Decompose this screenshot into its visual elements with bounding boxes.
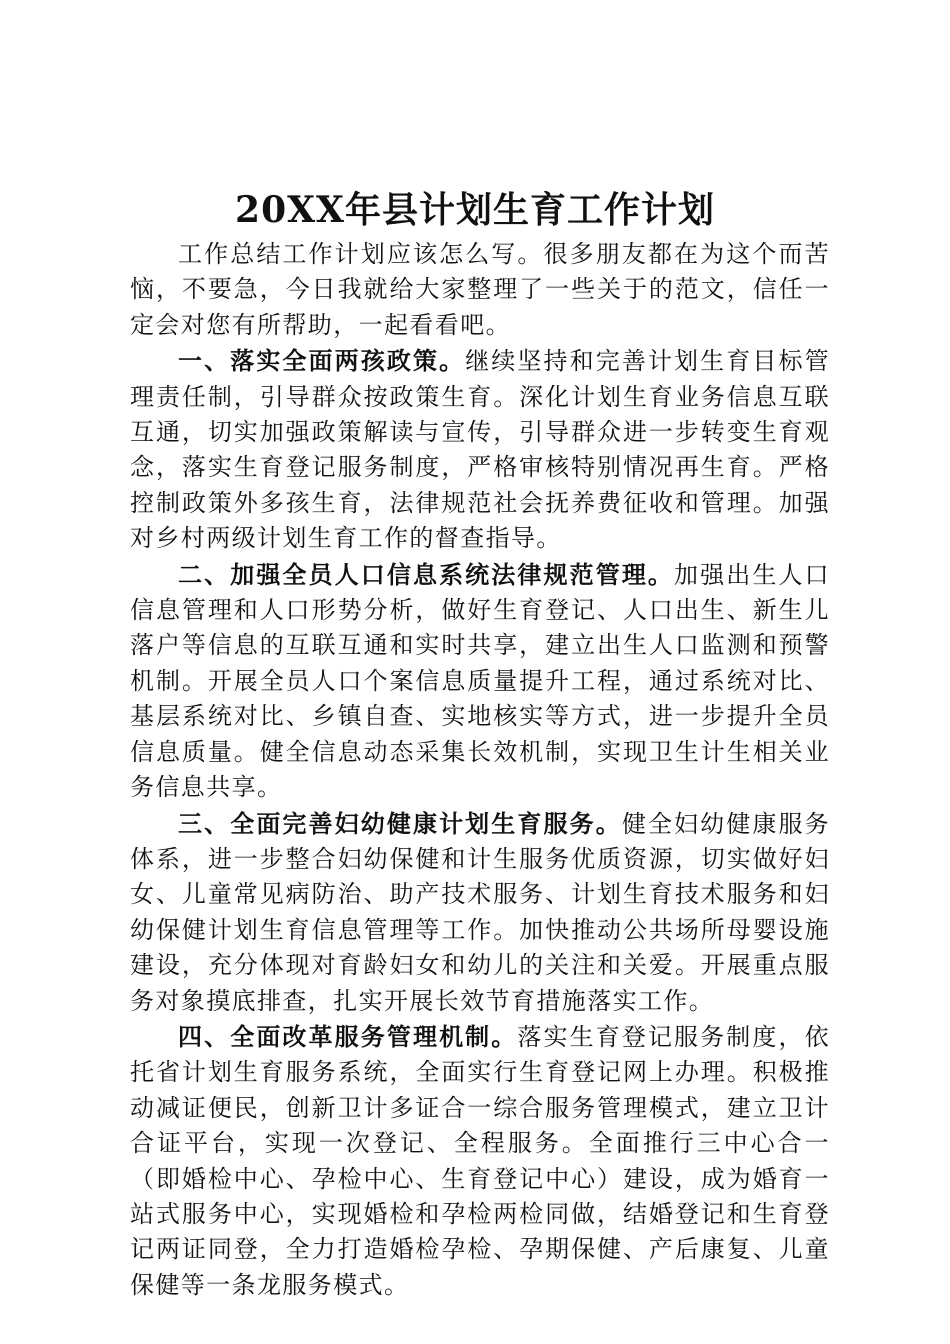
section-paragraph-3 xyxy=(130,806,830,1019)
section-heading-2: 二、加强全员人口信息系统法律规范管理。 xyxy=(178,559,675,589)
section-paragraph-2 xyxy=(130,557,830,806)
document-body xyxy=(130,236,830,1303)
section-text-3: 健全妇幼健康服务体系，进一步整合妇幼保健和计生服务优质资源，切实做好妇女、儿童常见病防治、助产技术服务、计划生育技术服务和妇幼保健计划生育信息管理等工作。加快推动公共场所母婴设施建设，充分体现对育龄妇女和幼儿的关注和关爱。开展重点服务对象摸底排查，扎实开展长效节育措施落实工作。 xyxy=(130,809,830,1015)
section-paragraph-1 xyxy=(130,343,830,556)
section-heading-3: 三、全面完善妇幼健康计划生育服务。 xyxy=(178,808,622,838)
section-text-4: 落实生育登记服务制度，依托省计划生育服务系统，全面实行生育登记网上办理。积极推动减证便民，创新卫计多证合一综合服务管理模式，建立卫计合证平台，实现一次登记、全程服务。全面推行三中心合一（即婚检中心、孕检中心、生育登记中心）建设，成为婚育一站式服务中心，实现婚检和孕检两检同做，结婚登记和生育登记两证同登，全力打造婚检孕检、孕期保健、产后康复、儿童保健等一条龙服务模式。 xyxy=(130,1022,830,1299)
section-heading-4: 四、全面改革服务管理机制。 xyxy=(178,1021,518,1051)
document-title: 20XX年县计划生育工作计划 xyxy=(235,189,715,231)
section-text-1: 继续坚持和完善计划生育目标管理责任制，引导群众按政策生育。深化计划生育业务信息互联互通，切实加强政策解读与宣传，引导群众进一步转变生育观念，落实生育登记服务制度，严格审核特别情况再生育。严格控制政策外多孩生育，法律规范社会抚养费征收和管理。加强对乡村两级计划生育工作的督查指导。 xyxy=(130,347,830,553)
section-paragraph-4 xyxy=(130,1019,830,1303)
section-heading-1: 一、落实全面两孩政策。 xyxy=(178,346,466,376)
intro-paragraph xyxy=(130,236,830,343)
section-text-2: 加强出生人口信息管理和人口形势分析，做好生育登记、人口出生、新生儿落户等信息的互联互通和实时共享，建立出生人口监测和预警机制。开展全员人口个案信息质量提升工程，通过系统对比、基层系统对比、乡镇自查、实地核实等方式，进一步提升全员信息质量。健全信息动态采集长效机制，实现卫生计生相关业务信息共享。 xyxy=(130,560,830,802)
paragraph-text: 工作总结工作计划应该怎么写。很多朋友都在为这个而苦恼，不要急，今日我就给大家整理了一些关于的范文，信任一定会对您有所帮助，一起看看吧。 xyxy=(130,240,830,339)
